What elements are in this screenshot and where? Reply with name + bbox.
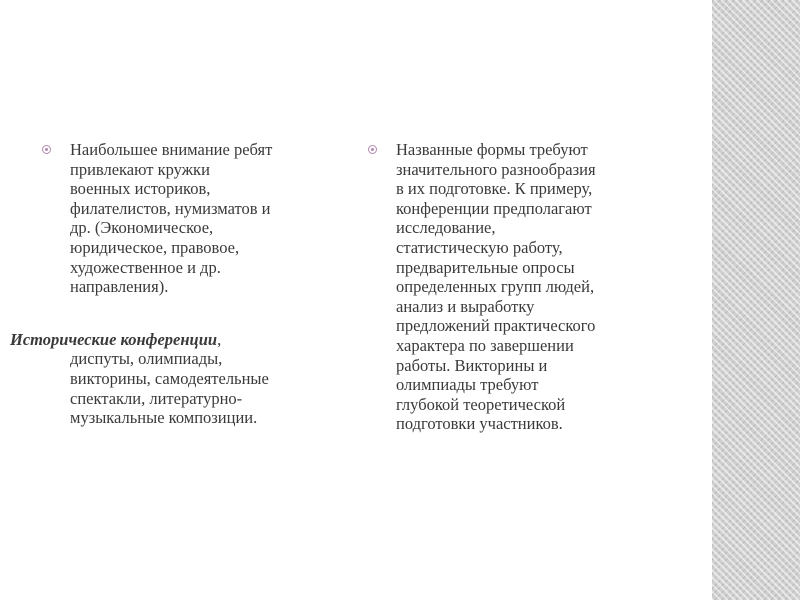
paragraph-gap <box>42 297 347 330</box>
text-line: в их подготовке. К примеру, <box>396 179 593 199</box>
circle-bullet-icon <box>42 145 51 154</box>
text-line: художественное и др. <box>70 257 221 277</box>
text-line: военных историков, <box>70 179 211 199</box>
text-line: исследование, <box>396 218 496 238</box>
text-line: викторины, самодеятельные <box>70 368 269 388</box>
emphasis-text: Исторические конференции <box>10 329 218 349</box>
text-line: значительного разнообразия <box>396 159 596 179</box>
text-line: глубокой теоретической <box>396 394 566 414</box>
text-line: филателистов, нумизматов и <box>70 198 271 218</box>
circle-bullet-icon <box>368 145 377 154</box>
text-line: направления). <box>70 277 169 297</box>
text-line: привлекают кружки <box>70 159 210 179</box>
text-line: юридическое, правовое, <box>70 237 240 257</box>
text-line: диспуты, олимпиады, <box>70 349 223 369</box>
left-column <box>10 140 347 428</box>
text-line: определенных групп людей, <box>396 277 595 297</box>
text-line: Наибольшее внимание ребят <box>70 140 273 159</box>
comma-text: , <box>217 329 222 349</box>
text-line: анализ и выработку <box>396 296 535 316</box>
text-line: статистическую работу, <box>396 237 563 257</box>
text-line: работы. Викторины и <box>396 355 548 375</box>
text-line: предложений практического <box>396 316 596 336</box>
text-line: предварительные опросы <box>396 257 575 277</box>
text-line: характера по завершении <box>396 335 574 355</box>
text-line: Названные формы требуют <box>396 140 588 159</box>
text-line: спектакли, литературно- <box>70 388 243 408</box>
left-paragraph-2 <box>10 329 347 428</box>
text-line: олимпиады требуют <box>396 375 539 395</box>
text-line: подготовки участников. <box>396 414 563 434</box>
left-bullet-item <box>42 140 347 297</box>
text-line <box>10 330 347 350</box>
text-line: музыкальные композиции. <box>70 408 258 428</box>
right-column <box>368 140 668 434</box>
text-line: др. (Экономическое, <box>70 218 214 238</box>
paragraph-2-body <box>42 349 347 427</box>
text-line: конференции предполагают <box>396 198 592 218</box>
decorative-side-band <box>712 0 800 600</box>
right-bullet-item <box>368 140 668 434</box>
